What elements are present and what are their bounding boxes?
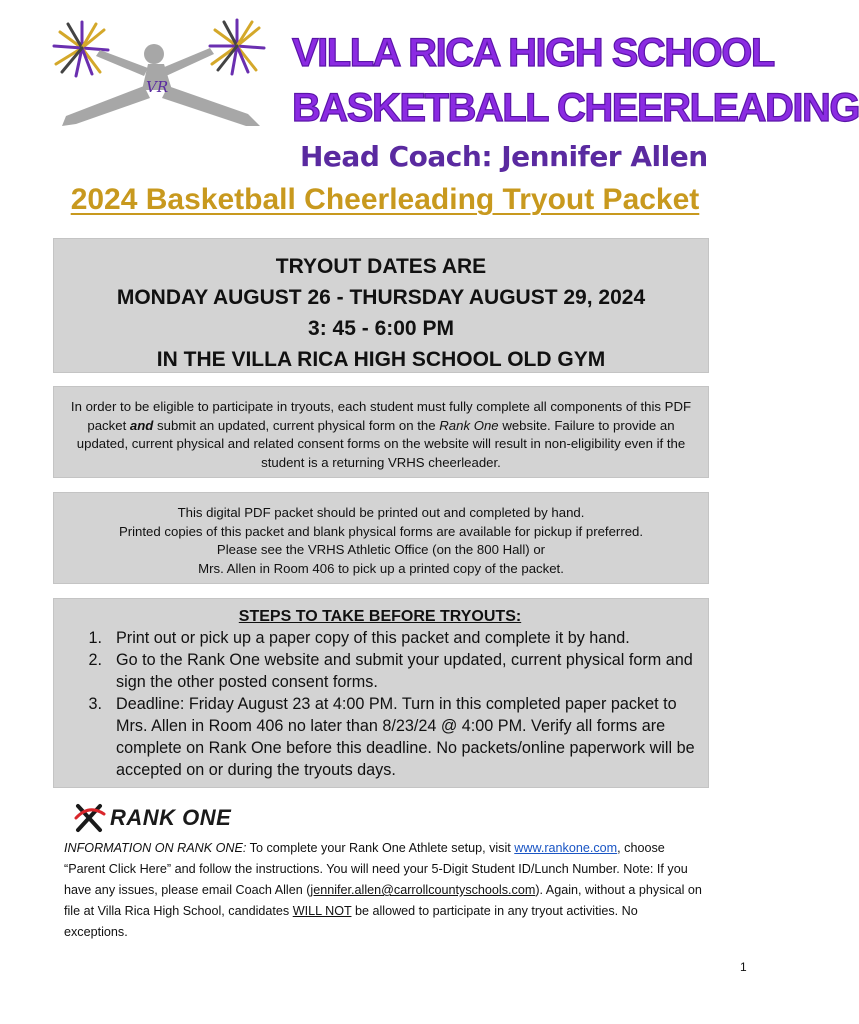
- print-line-3: Please see the VRHS Athletic Office (on the 800 Hall) or: [216, 542, 546, 557]
- info-label: INFORMATION ON RANK ONE:: [64, 841, 247, 855]
- dates-heading: TRYOUT DATES ARE: [275, 255, 487, 278]
- cheerleader-logo: [52, 18, 272, 138]
- print-instructions-box: [53, 492, 709, 584]
- step-number: 3.: [88, 695, 102, 713]
- step-text: Go to the Rank One website and submit your updated, current physical form and sign the other posted consent forms.: [116, 651, 693, 691]
- head-coach: Head Coach: Jennifer Allen: [300, 140, 708, 173]
- packet-title: 2024 Basketball Cheerleading Tryout Packet: [70, 183, 700, 216]
- step-item: [64, 693, 696, 781]
- step-number: 1.: [88, 629, 102, 647]
- program-name: BASKETBALL CHEERLEADING: [292, 86, 859, 130]
- dates-range: MONDAY AUGUST 26 - THURSDAY AUGUST 29, 2024: [116, 286, 646, 309]
- rank-one-logo-text: RANK ONE: [110, 805, 232, 830]
- steps-box: [53, 598, 709, 788]
- coach-email-link[interactable]: jennifer.allen@carrollcountyschools.com: [310, 883, 536, 897]
- steps-title: STEPS TO TAKE BEFORE TRYOUTS:: [238, 608, 522, 625]
- rank-one-info: INFORMATION ON RANK ONE: To complete your Rank One Athlete setup, visit www.rankone.com, choose “Parent Click Here” and follow the instructions. You will need your 5-Digit Student ID/Lunch Number. Note: If you have any issues, please email Coach Allen (jennifer.allen@carrollcountyschools.com). Again, without a physical on file at Villa Rica High School, candidates WILL NOT be allowed to participate in any tryout activities. No exceptions.: [64, 841, 702, 939]
- will-not-emphasis: WILL NOT: [292, 904, 352, 918]
- logo-letters: VR: [146, 78, 169, 96]
- step-text: Print out or pick up a paper copy of this packet and complete it by hand.: [116, 629, 630, 647]
- dates-time: 3: 45 - 6:00 PM: [308, 317, 454, 340]
- pom-pom-right-icon: [210, 20, 264, 74]
- eligibility-box: [53, 386, 709, 478]
- step-item: [64, 649, 696, 693]
- print-line-2: Printed copies of this packet and blank physical forms are available for pickup if preferred.: [118, 523, 644, 539]
- print-line-1: This digital PDF packet should be printed out and completed by hand.: [177, 505, 585, 520]
- page-number: 1: [740, 960, 747, 974]
- school-name: VILLA RICA HIGH SCHOOL: [292, 31, 774, 75]
- eligibility-text: In order to be eligible to participate in tryouts, each student must fully complete all components of this PDF packet and submit an updated, current physical form on the Rank One website. Failure to provide an updated, current physical and related consent forms on the website will result in non-eligibility even if the student is a returning VRHS cheerleader.: [70, 399, 692, 470]
- step-text: Deadline: Friday August 23 at 4:00 PM. Turn in this completed paper packet to Mrs. Allen in Room 406 no later than 8/23/24 @ 4:00 PM. Verify all forms are complete on Rank One before this deadline. No packets/online paperwork will be accepted on or during the tryouts days.: [116, 695, 695, 779]
- pom-pom-left-icon: [54, 22, 108, 76]
- rankone-link[interactable]: www.rankone.com: [514, 841, 618, 855]
- print-line-4: Mrs. Allen in Room 406 to pick up a printed copy of the packet.: [198, 560, 564, 576]
- tryout-dates-box: [53, 238, 709, 373]
- step-item: [64, 627, 696, 649]
- dates-location: IN THE VILLA RICA HIGH SCHOOL OLD GYM: [156, 348, 606, 371]
- step-number: 2.: [88, 651, 102, 669]
